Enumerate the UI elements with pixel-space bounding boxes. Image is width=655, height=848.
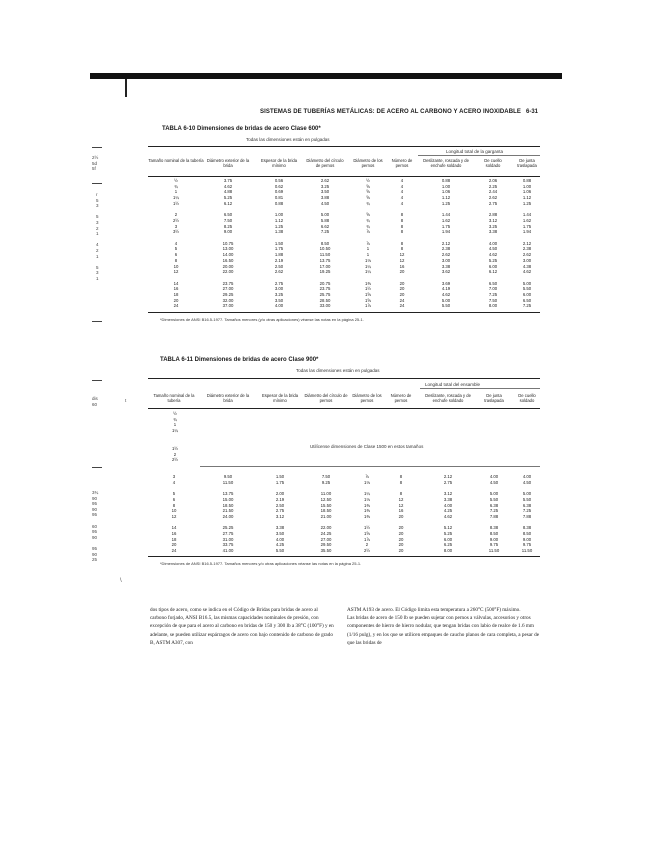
table1-col-header: Tamaño nominal de la tubería [148, 158, 204, 163]
running-title: SISTEMAS DE TUBERÍAS METÁLICAS: DE ACERO AL CARBONO Y ACERO INOXIDABLE [260, 109, 522, 115]
table2-bottom-rule [148, 556, 540, 557]
table2-col-nominal: 3 4 5 6 8 10 12 14 16 18 20 24 [171, 474, 177, 554]
margin-text: dis 60 [92, 396, 98, 407]
table2-caption: TABLA 6-11 Dimensiones de bridas de acero Clase 900* [160, 357, 319, 363]
table2-group-rule [420, 388, 540, 389]
table1-col-bolt-diameter: ½ ⅝ ⅝ ⅝ ¾ ⅝ ¾ ¾ ⅞ ⅞ 1 1 1⅛ 1¼ 1¼ 1⅜ 1½ 1⅝ 1⅝ 1⅞ [365, 178, 371, 309]
table1-subcaption: Todas las dimensiones están en pulgadas [246, 137, 330, 142]
top-rule-mark [125, 79, 127, 97]
page-number: 6-31 [526, 109, 539, 115]
top-rule [90, 73, 562, 79]
table2-col-bolt-number: 8 8 8 12 12 16 20 20 20 20 20 20 [398, 474, 404, 554]
table2-col-bolt-circle: 7.50 9.25 11.00 12.50 15.50 18.50 21.00 22.00 24.25 27.00 29.50 35.50 [320, 474, 332, 554]
table2-col-header: De junta traslapada [484, 393, 504, 403]
table1-col-header: Deslizante, roscada y de enchufe soldado [423, 158, 469, 168]
margin-dash [92, 147, 102, 148]
table1-col-nominal: ½ ¾ 1 1¼ 1½ 2 2½ 3 3½ 4 5 6 8 10 12 14 16 18 20 24 [173, 178, 179, 309]
table1-col-bolt-number: 4 4 4 4 4 8 8 8 8 8 8 12 12 16 20 20 20 20 24 24 [399, 178, 405, 309]
table1-col-header: Diámetro exterior de la brida [206, 158, 250, 168]
margin-text: 3¾ 90 95 90 95 60 95 90 95 90 25 [92, 490, 99, 563]
table2-col-header: Deslizante, roscada y de enchufe soldado [425, 393, 471, 403]
table2-col-slip-on: 2.12 2.75 3.12 3.38 4.00 4.25 4.62 5.12 5.25 6.00 6.25 8.00 [443, 474, 453, 554]
table1-col-slip-on: 0.88 1.00 1.06 1.12 1.25 1.44 1.62 1.75 1.94 2.12 2.38 2.62 3.00 3.38 3.62 3.69 4.19 4.62 5.00 5.50 [441, 178, 451, 309]
body-column-left: dos tipos de acero, como se indica en el Código de Bridas para bridas de acero al carbono forjado, ANSI B16.5, las mismas capacidades nominales de presión, con excepción de que para el acero al carbono en bridas de 150 y 300 lb a 38°C (100°F) y en adelante, se pueden utilizar espárragos de acero con bajo contenido de carbono de grado B, ASTM A307, con [150, 607, 334, 646]
table2-col-header: Tamaño nominal de la tubería [153, 393, 195, 403]
table1-col-header: Número de pernos [391, 158, 413, 168]
table2-col-header: Diámetro del círculo de pernos [304, 393, 348, 403]
margin-text: 2½ 5d 5f [92, 155, 99, 172]
table2-group-header: Longitud total del ensamble [425, 382, 481, 387]
table2-footnote: *Dimensiones de ANSI B16.5-1977. Tamaños menores y/o otras aplicaciones véanse las notas en la página 25-1. [160, 561, 362, 566]
table2-small-sizes: 1½ 2 2½ [172, 446, 178, 463]
table2-mid-rule [200, 466, 540, 467]
table1-col-lap-joint: 0.88 1.00 1.06 1.12 1.25 1.44 1.62 1.75 1.94 2.12 2.38 2.62 3.00 4.38 4.62 5.00 5.50 6.00 6.50 7.25 [522, 178, 532, 309]
margin-dash [92, 380, 102, 381]
table1-header-rule [148, 176, 540, 177]
table1-col-thickness: 0.56 0.62 0.69 0.81 0.88 1.00 1.12 1.25 1.38 1.50 1.75 1.88 2.19 2.50 2.62 2.75 3.00 3.25 3.50 4.00 [274, 178, 284, 309]
table1-col-bolt-circle: 2.62 3.25 3.50 3.88 4.50 5.00 5.88 6.62 7.25 8.50 10.50 11.50 13.75 17.00 19.25 20.75 23.75 25.75 28.50 33.00 [319, 178, 331, 309]
table2-subcaption: Todas las dimensiones están en pulgadas [296, 368, 380, 373]
margin-dash [92, 321, 102, 322]
table2-col-bolt-diameter: ⅞ 1⅛ 1¼ 1⅛ 1⅜ 1⅜ 1⅜ 1½ 1⅝ 1⅞ 2 2½ [364, 474, 370, 554]
table1-footnote: *Dimensiones de ANSI B16.5-1977. Tamaños menores (y/o otras aplicaciones) véanse las notas en la página 25-1. [160, 317, 364, 322]
table1-bottom-rule [148, 312, 540, 313]
margin-dash [92, 467, 102, 468]
table1-col-header: Diámetro de los pernos [353, 158, 383, 168]
table2-col-header: Espesor de la brida mínimo [261, 393, 299, 403]
table1-col-header: Diámetro del círculo de pernos [306, 158, 344, 168]
margin-tick: \ [120, 578, 122, 584]
margin-text: r 5 3 5 3 2 1 4 2 1 5 3 1 [96, 192, 99, 281]
table2-col-header: Diámetro de los pernos [352, 393, 382, 403]
table2-col-header: Número de pernos [390, 393, 412, 403]
table1-top-rule [148, 146, 540, 147]
table2-col-lap-joint: 4.00 4.50 5.00 5.50 6.38 7.25 7.88 8.38 8.50 9.00 9.75 11.50 [488, 474, 500, 554]
table1-col-header: De junta traslapada [517, 158, 537, 168]
table2-top-rule [148, 378, 540, 379]
table1-group-rule [418, 155, 540, 156]
table2-col-od: 9.50 11.50 13.75 15.00 18.50 21.50 24.00 25.25 27.75 31.00 33.75 41.00 [222, 474, 234, 554]
table1-col-header: Espesor de la brida mínimo [260, 158, 298, 168]
table2-mid-note: Utilícense dimensiones de Clase 1500 en estos tamaños [310, 444, 424, 449]
table1-group-header: Longitud total de la garganta [446, 149, 504, 154]
table2-col-welding-neck: 4.00 4.50 5.00 5.50 6.38 7.25 7.88 8.38 8.50 9.00 9.75 11.50 [521, 474, 533, 554]
table1-caption: TABLA 6-10 Dimensiones de bridas de acero Clase 600* [162, 126, 321, 132]
margin-text: t [125, 398, 127, 403]
table1-col-header: De cuello soldado [484, 158, 502, 168]
table1-col-welding-neck: 2.06 2.25 2.44 2.62 2.75 2.88 3.12 3.25 3.38 4.00 4.50 4.62 5.25 6.00 6.12 6.50 7.00 7.25 7.50 8.00 [488, 178, 498, 309]
body-column-right: ASTM A193 de acero. El Código limita esta temperatura a 260°C (500°F) máximo. Las bridas de acero de 150 lb se pueden sujetar con pernos a válvulas, accesorios y otros componentes de hierro de hierro nodular, que tengan bridas con labio de realce de 1.6 mm (1/16 pulg), y en los que se utilicen empaques de caucho planos de cara completa, a pesar de que las bridas de [347, 607, 540, 646]
table2-col-thickness: 1.50 1.75 2.00 2.19 2.50 2.75 3.12 3.38 3.50 4.00 4.25 5.50 [275, 474, 285, 554]
table2-col-header: De cuello soldado [518, 393, 536, 403]
table2-small-sizes: ½ ¾ 1 1¼ [172, 411, 178, 434]
table1-col-od: 3.75 4.62 4.88 5.25 6.12 6.50 7.50 8.25 9.00 10.75 13.00 14.00 16.50 20.00 22.00 23.75 27.00 29.25 32.00 37.00 [222, 178, 234, 309]
table2-col-header: Diámetro exterior de la brida [206, 393, 250, 403]
table2-header-rule [148, 408, 540, 409]
margin-dash [92, 183, 102, 184]
